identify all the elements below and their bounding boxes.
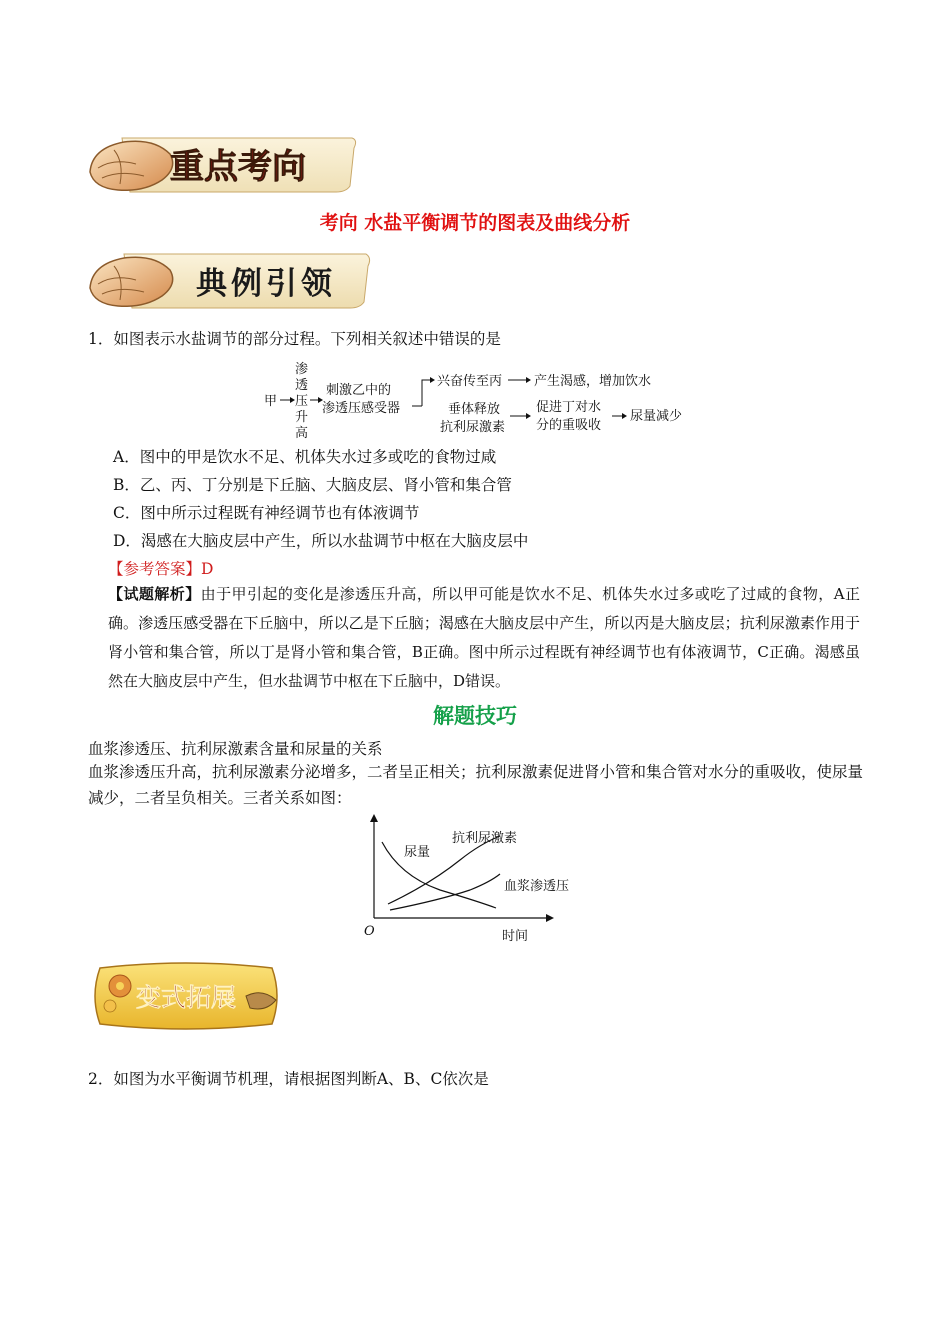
q1-option-a: A．图中的甲是饮水不足、机体失水过多或吃的食物过咸: [113, 448, 497, 466]
label-adh: 抗利尿激素: [452, 831, 518, 846]
tips-line-2: 血浆渗透压升高，抗利尿激素分泌增多，二者呈正相关；抗利尿激素促进肾小管和集合管对水分的重吸收，使尿量减少，二者呈负相关。三者关系如图：: [88, 763, 864, 807]
flow-osm-char-2: 透: [295, 378, 309, 393]
flow-osm-char-4: 升: [295, 410, 309, 425]
analysis-text: 由于甲引起的变化是渗透压升高，所以甲可能是饮水不足、机体失水过多或吃了过咸的食物，A正确。渗透压感受器在下丘脑中，所以乙是下丘脑；渴感在大脑皮层中产生，所以丙是大脑皮层；抗利尿激素作用于肾小管和集合管，所以丁是肾小管和集合管，B正确。图中所示过程既有神经调节也有体液调节，C正确。渴感虽然在大脑皮层中产生，但水盐调节中枢在下丘脑中，D错误。: [108, 585, 860, 690]
q1-option-b: B．乙、丙、丁分别是下丘脑、大脑皮层、肾小管和集合管: [113, 476, 512, 494]
banner-example-text: 典例引领: [196, 266, 336, 302]
label-time: 时间: [502, 929, 529, 944]
q1-option-d: D．渴感在大脑皮层中产生，所以水盐调节中枢在大脑皮层中: [113, 532, 529, 550]
q1-option-c: C．图中所示过程既有神经调节也有体液调节: [113, 504, 420, 522]
flow-pit-1: 垂体释放: [448, 402, 501, 417]
banner-variant: [86, 956, 288, 1036]
answer-value: D: [201, 560, 214, 578]
q2-stem: 2．如图为水平衡调节机理，请根据图判断A、B、C依次是: [88, 1070, 489, 1088]
relation-graph: [360, 812, 570, 952]
tips-title: 解题技巧: [433, 704, 517, 728]
flow-stim-2: 渗透压感受器: [322, 401, 401, 416]
flow-urine: 尿量减少: [630, 409, 683, 424]
flow-osm-char-1: 渗: [295, 362, 309, 377]
flow-excite: 兴奋传至丙: [437, 374, 503, 389]
banner-example: [84, 246, 374, 312]
analysis-label: 【试题解析】: [108, 585, 201, 603]
flow-thirst: 产生渴感，增加饮水: [534, 374, 652, 389]
q1-stem: 1．如图表示水盐调节的部分过程。下列相关叙述中错误的是: [88, 330, 501, 348]
flow-jia: 甲: [264, 394, 278, 409]
label-osm: 血浆渗透压: [504, 879, 570, 894]
flow-stim-1: 刺激乙中的: [326, 383, 392, 398]
tips-line-1: 血浆渗透压、抗利尿激素含量和尿量的关系: [88, 740, 383, 758]
q1-analysis: [108, 580, 860, 696]
flow-pit-2: 抗利尿激素: [440, 420, 506, 435]
flow-osm-char-3: 压: [295, 394, 309, 409]
label-origin: O: [364, 924, 375, 939]
banner-focus: [84, 128, 360, 198]
section-title: 考向 水盐平衡调节的图表及曲线分析: [319, 212, 631, 234]
answer-label: 【参考答案】: [108, 560, 202, 578]
banner-focus-text: 重点考向: [170, 147, 306, 187]
flow-promote-2: 分的重吸收: [536, 418, 602, 433]
flow-promote-1: 促进丁对水: [536, 400, 602, 415]
q1-answer: [108, 558, 213, 580]
flow-osm-char-5: 高: [295, 426, 309, 441]
label-urine: 尿量: [404, 845, 431, 860]
banner-variant-text: 变式拓展: [136, 983, 237, 1012]
flow-diagram: [264, 358, 684, 444]
